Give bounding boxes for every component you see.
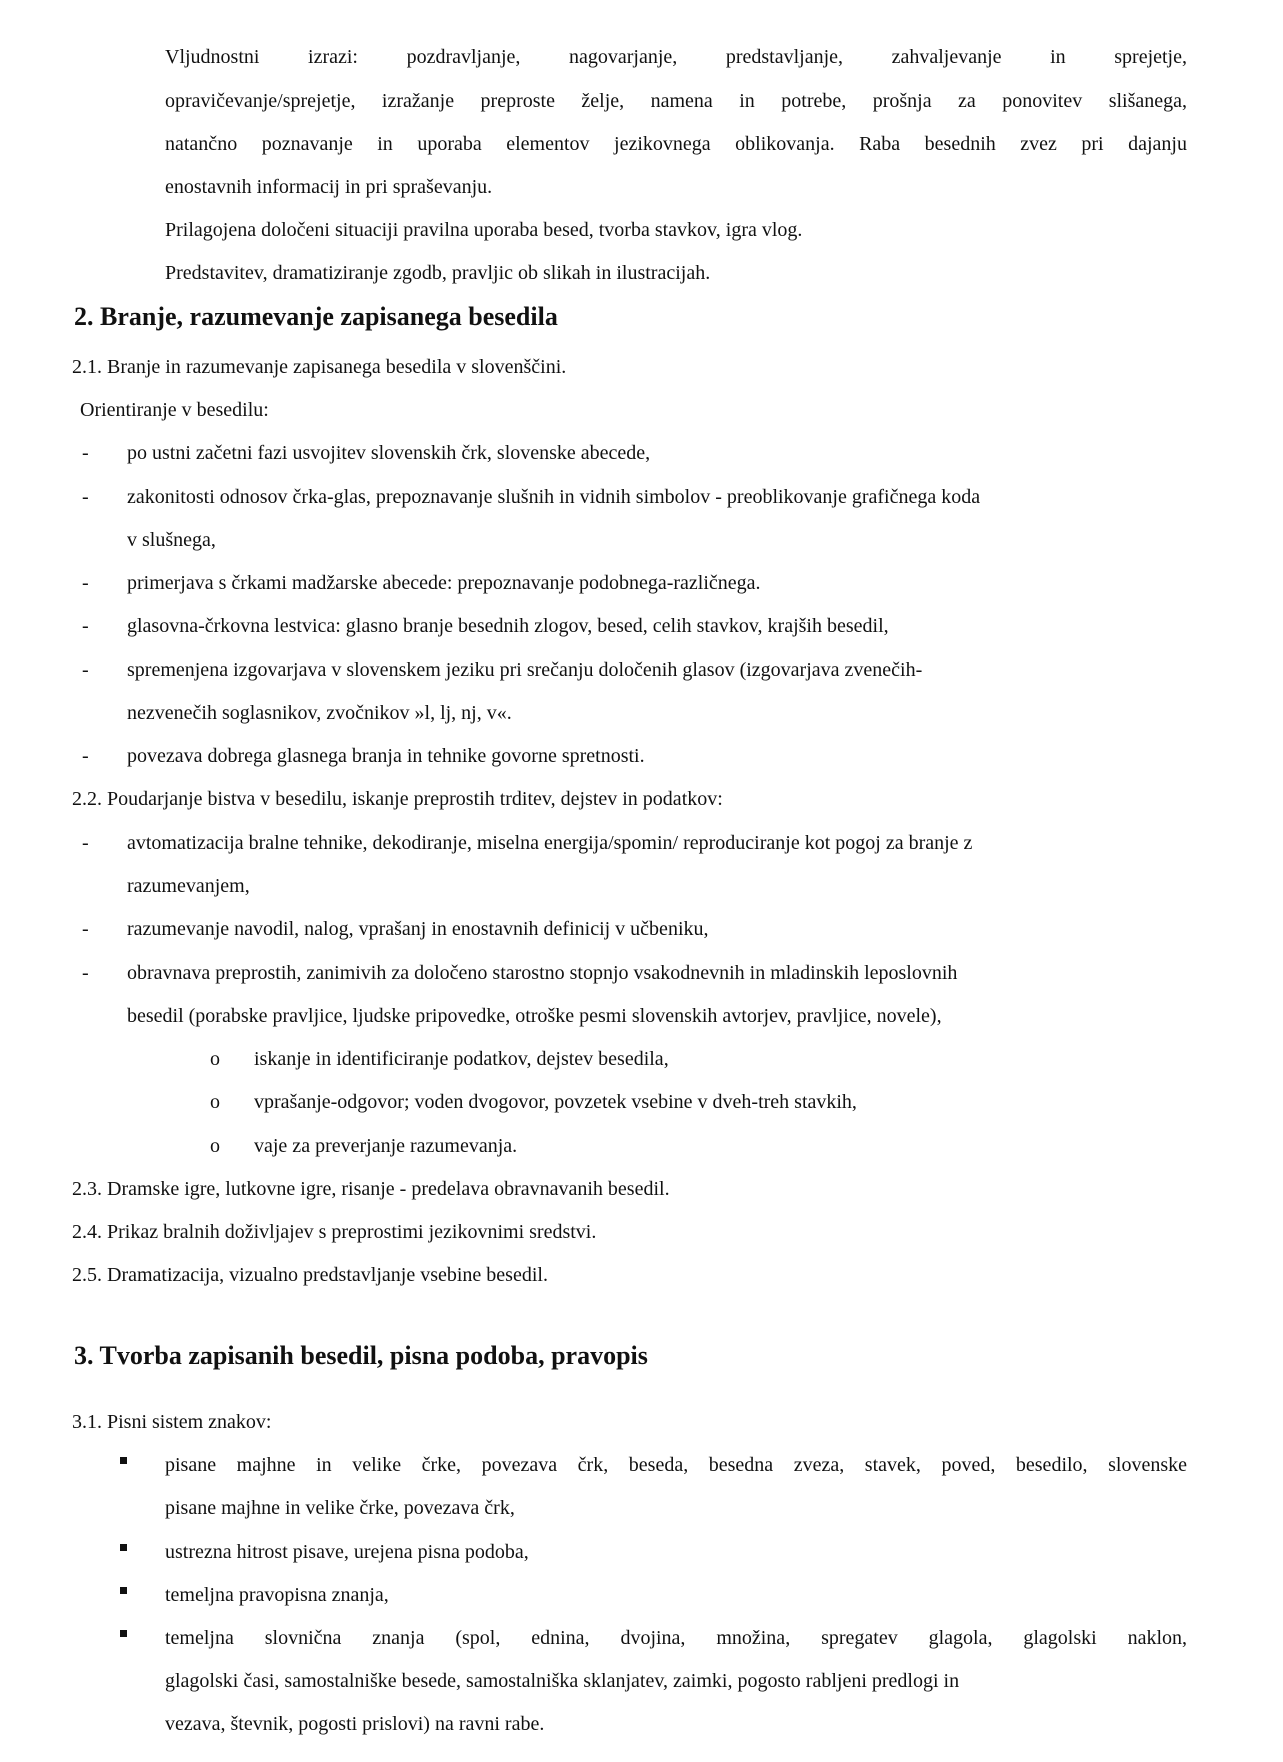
intro-line-3: natančno poznavanje in uporaba elementov jezikovnega oblikovanja. Raba besednih zvez pri dajanju: [165, 133, 1187, 155]
list-item: povezava dobrega glasnega branja in tehnike govorne spretnosti.: [127, 745, 645, 767]
list-item-continuation: pisane majhne in velike črke, povezava črk,: [165, 1497, 515, 1519]
intro-paragraph-2: Prilagojena določeni situaciji pravilna uporaba besed, tvorba stavkov, igra vlog.: [165, 219, 803, 241]
list-item: temeljna pravopisna znanja,: [165, 1584, 389, 1606]
list-item-continuation: glagolski časi, samostalniške besede, samostalniška sklanjatev, zaimki, pogosto rabljeni predlogi in: [165, 1670, 960, 1692]
list-item: zakonitosti odnosov črka-glas, prepoznavanje slušnih in vidnih simbolov - preoblikovanje grafičnega koda: [127, 486, 981, 508]
subsection-3-1: 3.1. Pisni sistem znakov:: [72, 1411, 272, 1433]
list-item: primerjava s črkami madžarske abecede: prepoznavanje podobnega-različnega.: [127, 572, 761, 594]
list-item: avtomatizacija bralne tehnike, dekodiranje, miselna energija/spomin/ reproduciranje kot pogoj za branje z: [127, 832, 973, 854]
circle-bullet: o: [210, 1135, 220, 1157]
sub-list-item: vprašanje-odgovor; voden dvogovor, povzetek vsebine v dveh-treh stavkih,: [254, 1091, 857, 1113]
dash-bullet: -: [82, 442, 89, 464]
dash-bullet: -: [82, 615, 89, 637]
orientation-label: Orientiranje v besedilu:: [80, 399, 269, 421]
list-item: obravnava preprostih, zanimivih za določeno starostno stopnjo vsakodnevnih in mladinskih leposlovnih: [127, 962, 958, 984]
subsection-2-4: 2.4. Prikaz bralnih doživljajev s preprostimi jezikovnimi sredstvi.: [72, 1221, 597, 1243]
dash-bullet: -: [82, 572, 89, 594]
list-item-continuation: vezava, števnik, pogosti prislovi) na ravni rabe.: [165, 1713, 545, 1735]
square-bullet: [120, 1457, 127, 1464]
intro-line-2: opravičevanje/sprejetje, izražanje preproste želje, namena in potrebe, prošnja za ponovitev slišanega,: [165, 90, 1187, 112]
dash-bullet: -: [82, 745, 89, 767]
list-item: temeljna slovnična znanja (spol, ednina, dvojina, množina, spregatev glagola, glagolski naklon,: [165, 1627, 1187, 1649]
subsection-2-5: 2.5. Dramatizacija, vizualno predstavljanje vsebine besedil.: [72, 1264, 548, 1286]
subsection-2-1: 2.1. Branje in razumevanje zapisanega besedila v slovenščini.: [72, 356, 567, 378]
list-item: razumevanje navodil, nalog, vprašanj in enostavnih definicij v učbeniku,: [127, 918, 709, 940]
list-item: glasovna-črkovna lestvica: glasno branje besednih zlogov, besed, celih stavkov, krajših besedil,: [127, 615, 889, 637]
intro-paragraph-3: Predstavitev, dramatiziranje zgodb, pravljic ob slikah in ilustracijah.: [165, 262, 711, 284]
subsection-2-2: 2.2. Poudarjanje bistva v besedilu, iskanje preprostih trditev, dejstev in podatkov:: [72, 788, 723, 810]
dash-bullet: -: [82, 486, 89, 508]
sub-list-item: vaje za preverjanje razumevanja.: [254, 1135, 518, 1157]
list-item-continuation: razumevanjem,: [127, 875, 250, 897]
sub-list-item: iskanje in identificiranje podatkov, dejstev besedila,: [254, 1048, 669, 1070]
dash-bullet: -: [82, 918, 89, 940]
section-3-heading: 3. Tvorba zapisanih besedil, pisna podoba, pravopis: [74, 1341, 648, 1370]
intro-line-1: Vljudnostni izrazi: pozdravljanje, nagovarjanje, predstavljanje, zahvaljevanje in sprejetje,: [165, 46, 1187, 68]
circle-bullet: o: [210, 1091, 220, 1113]
dash-bullet: -: [82, 659, 89, 681]
list-item: po ustni začetni fazi usvojitev slovenskih črk, slovenske abecede,: [127, 442, 651, 464]
list-item-continuation: v slušnega,: [127, 529, 216, 551]
list-item-continuation: besedil (porabske pravljice, ljudske pripovedke, otroške pesmi slovenskih avtorjev, pravljice, novele),: [127, 1005, 942, 1027]
list-item-continuation: nezvenečih soglasnikov, zvočnikov »l, lj, nj, v«.: [127, 702, 512, 724]
circle-bullet: o: [210, 1048, 220, 1070]
section-2-heading: 2. Branje, razumevanje zapisanega besedila: [74, 302, 558, 331]
square-bullet: [120, 1544, 127, 1551]
dash-bullet: -: [82, 832, 89, 854]
square-bullet: [120, 1630, 127, 1637]
subsection-2-3: 2.3. Dramske igre, lutkovne igre, risanje - predelava obravnavanih besedil.: [72, 1178, 670, 1200]
list-item: ustrezna hitrost pisave, urejena pisna podoba,: [165, 1541, 529, 1563]
list-item: spremenjena izgovarjava v slovenskem jeziku pri srečanju določenih glasov (izgovarjava zvenečih-: [127, 659, 923, 681]
list-item: pisane majhne in velike črke, povezava črk, beseda, besedna zveza, stavek, poved, besedilo, slovenske: [165, 1454, 1187, 1476]
dash-bullet: -: [82, 962, 89, 984]
square-bullet: [120, 1587, 127, 1594]
intro-line-4: enostavnih informacij in pri spraševanju.: [165, 176, 493, 198]
